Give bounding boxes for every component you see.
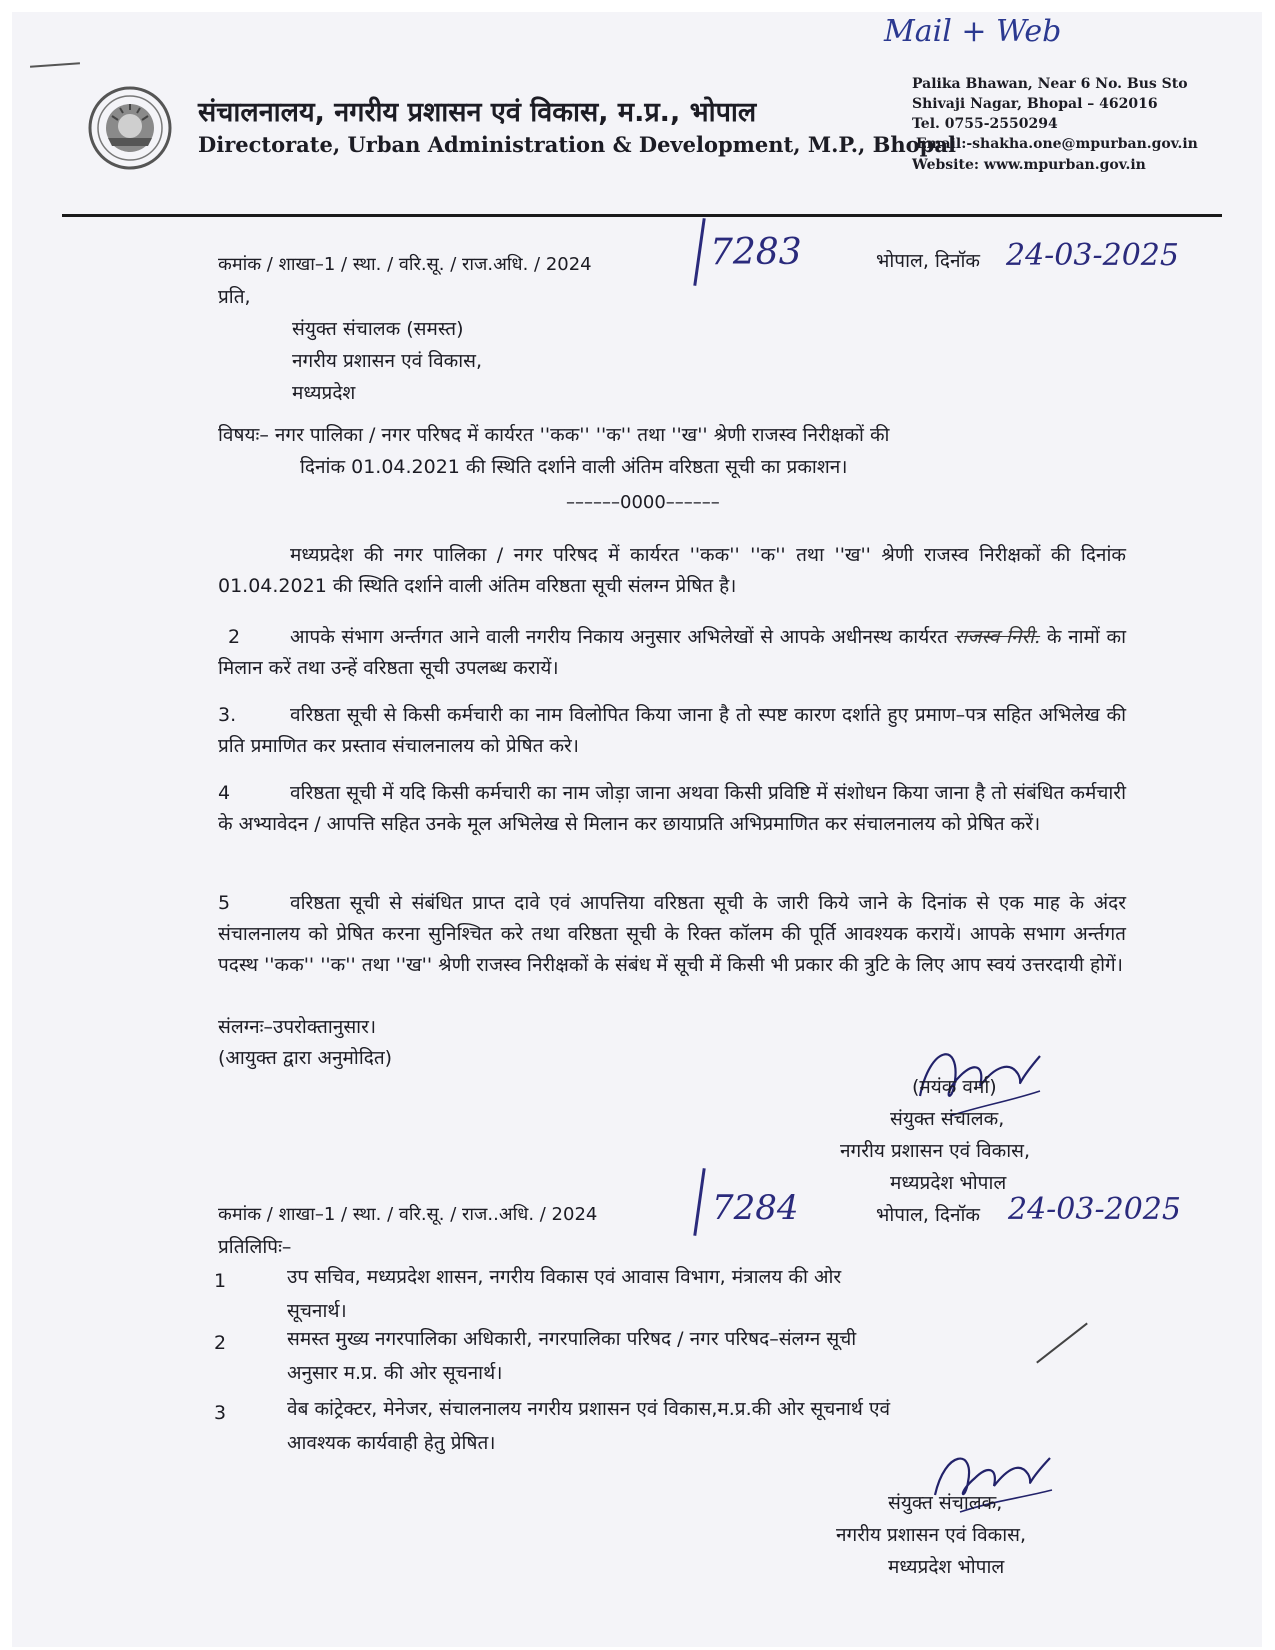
header-divider xyxy=(62,214,1222,217)
signatory-office: नगरीय प्रशासन एवं विकास, xyxy=(836,1524,1027,1546)
government-emblem-icon xyxy=(88,86,172,170)
paragraph-2 xyxy=(218,622,1126,684)
copy-item-number: 1 xyxy=(214,1270,227,1292)
paragraph-number: 5 xyxy=(218,892,231,914)
copy-to-label: प्रतिलिपिः– xyxy=(218,1236,292,1258)
telephone: Tel. 0755-2550294 xyxy=(912,116,1058,132)
signatory-designation: संयुक्त संचालक, xyxy=(890,1108,1005,1130)
copy-item-text: आवश्यक कार्यवाही हेतु प्रेषित। xyxy=(287,1432,496,1454)
paragraph-3 xyxy=(218,700,1126,762)
paragraph-number: 2 xyxy=(228,626,241,648)
paragraph-4-text: वरिष्ठता सूची में यदि किसी कर्मचारी का नाम जोड़ा जाना अथवा किसी प्रविष्टि में संशोधन किया जाना है तो संबंधित कर्मचारी के अभ्यावेदन / आपत्ति सहित उनके मूल अभिलेख से मिलान कर छायाप्रति अभिप्रमाणित कर संचालनालय को प्रेषित करें। xyxy=(218,782,1126,835)
place-date-label: भोपाल, दिनॉक xyxy=(876,1204,981,1226)
signatory-name: (मयंक वर्मा) xyxy=(912,1076,997,1098)
separator: ––––––0000–––––– xyxy=(566,492,720,513)
approval-note: (आयुक्त द्वारा अनुमोदित) xyxy=(218,1047,393,1069)
handwritten-date: 24-03-2025 xyxy=(1008,1192,1181,1227)
addressee-line: नगरीय प्रशासन एवं विकास, xyxy=(292,350,483,372)
office-title-english: Directorate, Urban Administration & Development, M.P., Bhopal xyxy=(198,132,956,157)
subject-line: दिनांक 01.04.2021 की स्थिति दर्शाने वाली अंतिम वरिष्ठता सूची का प्रकाशन। xyxy=(300,456,848,478)
reference-number: कमांक / शाखा–1 / स्था. / वरि.सू. / राज..अधि. / 2024 xyxy=(218,1204,598,1225)
copy-item-text: वेब कांट्रेक्टर, मेनेजर, संचालनालय नगरीय प्रशासन एवं विकास,म.प्र.की ओर सूचनार्थ एवं xyxy=(287,1398,891,1420)
address-line: Palika Bhawan, Near 6 No. Bus Sto xyxy=(912,76,1188,92)
website: Website: www.mpurban.gov.in xyxy=(912,157,1146,173)
reference-number: कमांक / शाखा–1 / स्था. / वरि.सू. / राज.अधि. / 2024 xyxy=(218,254,592,275)
signatory-office: नगरीय प्रशासन एवं विकास, xyxy=(840,1140,1031,1162)
copy-item-number: 3 xyxy=(214,1402,227,1424)
paragraph-5-text: वरिष्ठता सूची से संबंधित प्राप्त दावे एवं आपत्तिया वरिष्ठता सूची के जारी किये जाने के दिनांक से एक माह के अंदर संचालनालय को प्रेषित करना सुनिश्चित करे तथा वरिष्ठता सूची के रिक्त कॉलम की पूर्ति आवश्यक करायें। आपके सभाग अर्न्तगत पदस्थ ''कक'' ''क'' तथा ''ख'' श्रेणी राजस्व निरीक्षकों के संबंध में सूची में किसी भी प्रकार की त्रुटि के लिए आप स्वयं उत्तरदायी होगें। xyxy=(218,892,1126,976)
paragraph-5 xyxy=(218,888,1126,981)
copy-item-text: उप सचिव, मध्यप्रदेश शासन, नगरीय विकास एवं आवास विभाग, मंत्रालय की ओर xyxy=(287,1266,842,1288)
signatory-location: मध्यप्रदेश भोपाल xyxy=(888,1556,1005,1578)
address-line: Shivaji Nagar, Bhopal – 462016 xyxy=(912,96,1158,112)
copy-item-text: समस्त मुख्य नगरपालिका अधिकारी, नगरपालिका परिषद / नगर परिषद–संलग्न सूची xyxy=(287,1328,857,1350)
paragraph-4 xyxy=(218,778,1126,840)
subject-line: विषयः– नगर पालिका / नगर परिषद में कार्यरत ''कक'' ''क'' तथा ''ख'' श्रेणी राजस्व निरीक्षकों की xyxy=(218,424,890,446)
paragraph-number: 3. xyxy=(218,704,237,726)
to-label: प्रति, xyxy=(218,286,251,308)
copy-item-text: अनुसार म.प्र. की ओर सूचनार्थ। xyxy=(287,1362,503,1384)
enclosure-note: संलग्नः–उपरोक्तानुसार। xyxy=(218,1016,377,1038)
handwritten-dispatch-number: 7283 xyxy=(710,232,802,273)
office-title-hindi: संचालनालय, नगरीय प्रशासन एवं विकास, म.प्र., भोपाल xyxy=(198,97,757,128)
handwritten-date: 24-03-2025 xyxy=(1006,238,1179,273)
paragraph-3-text: वरिष्ठता सूची से किसी कर्मचारी का नाम विलोपित किया जाना है तो स्पष्ट कारण दर्शाते हुए प्रमाण–पत्र सहित अभिलेख की प्रति प्रमाणित कर प्रस्ताव संचालनालय को प्रेषित करे। xyxy=(218,704,1126,757)
copy-item-text: सूचनार्थ। xyxy=(287,1300,347,1322)
place-date-label: भोपाल, दिनॉक xyxy=(876,250,981,272)
paragraph-1: मध्यप्रदेश की नगर पालिका / नगर परिषद में कार्यरत ''कक'' ''क'' तथा ''ख'' श्रेणी राजस्व निरीक्षकों की दिनांक 01.04.2021 की स्थिति दर्शाने वाली अंतिम वरिष्ठता सूची संलग्न प्रेषित है। xyxy=(218,544,1126,597)
signatory-location: मध्यप्रदेश भोपाल xyxy=(890,1172,1007,1194)
copy-item-number: 2 xyxy=(214,1332,227,1354)
handwritten-dispatch-number: 7284 xyxy=(712,1188,799,1228)
handwritten-note: Mail + Web xyxy=(884,14,1062,49)
paragraph-2-text-end: के नामों का मिलान करें तथा उन्हें वरिष्ठता सूची उपलब्ध करायें। xyxy=(218,626,1126,679)
paragraph-number: 4 xyxy=(218,782,231,804)
handwritten-insert: राजस्व निरी. xyxy=(954,626,1041,648)
signatory-designation: संयुक्त संचालक, xyxy=(888,1492,1003,1514)
paragraph-2-text: आपके संभाग अर्न्तगत आने वाली नगरीय निकाय अनुसार अभिलेखों से आपके अधीनस्थ कार्यरत xyxy=(290,626,948,648)
addressee-line: मध्यप्रदेश xyxy=(292,382,356,404)
email: Email:-shakha.one@mpurban.gov.in xyxy=(916,136,1198,152)
addressee-line: संयुक्त संचालक (समस्त) xyxy=(292,318,464,340)
